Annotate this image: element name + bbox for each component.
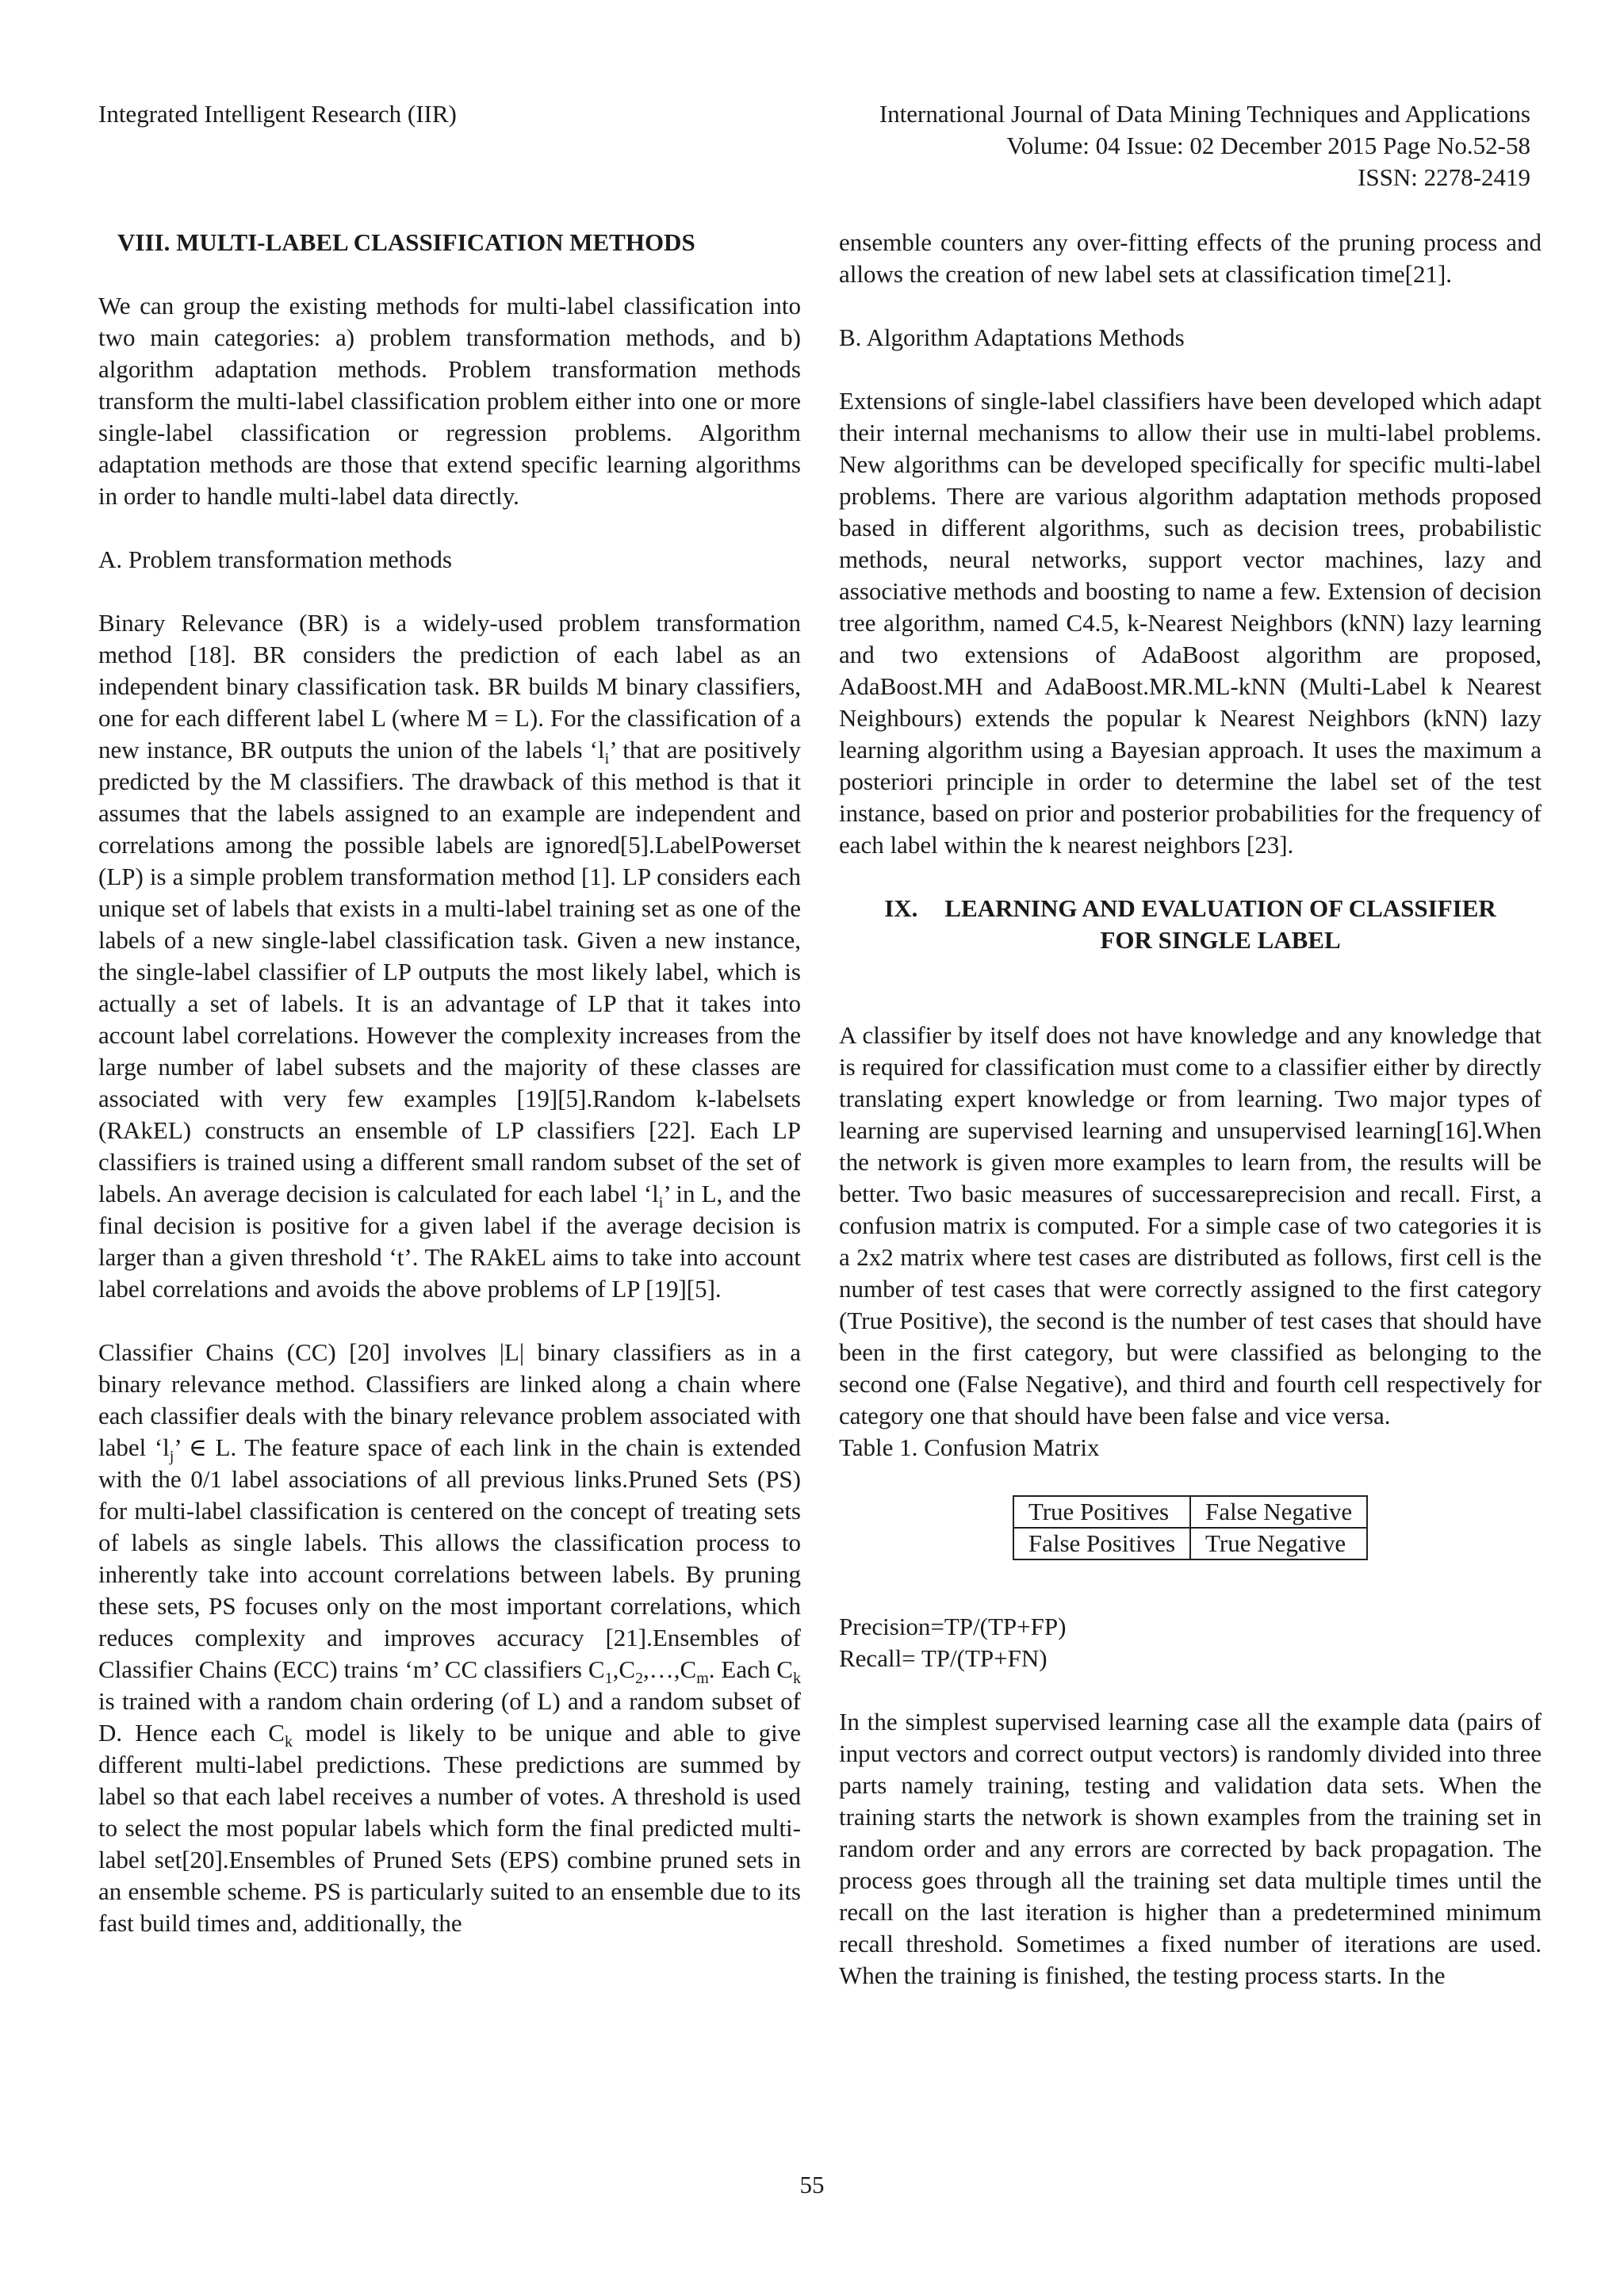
journal-issn: ISSN: 2278-2419 (1358, 163, 1530, 191)
precision-formula: Precision=TP/(TP+FP) (839, 1613, 1067, 1640)
section-viii-heading: VIII. MULTI-LABEL CLASSIFICATION METHODS (117, 228, 695, 256)
paragraph-supervised-learning: In the simplest supervised learning case all the example data (pairs of input vectors and correct output vectors) is randomly divided into three parts namely training, testing and validation data sets. When the training starts the network is shown examples from the training set in random order and any errors are corrected by back propagation. The process goes through all the training set data multiple times until the recall on the last iteration is higher than a predetermined minimum recall threshold. Sometimes a fixed number of iterations are used. When the training is finished, the testing process starts. In the (839, 1708, 1542, 1989)
section-ix-title: LEARNING AND EVALUATION OF CLASSIFIER FOR SINGLE LABEL (944, 894, 1496, 954)
cell-true-negative: True Negative (1190, 1528, 1367, 1559)
journal-info (879, 98, 1530, 193)
subsection-a-heading: A. Problem transformation methods (98, 545, 452, 573)
journal-publisher: Integrated Intelligent Research (IIR) (98, 100, 457, 128)
subsection-b-heading: B. Algorithm Adaptations Methods (839, 323, 1185, 351)
table-row (1013, 1528, 1367, 1559)
cell-true-positives: True Positives (1013, 1496, 1190, 1528)
right-column (839, 227, 1542, 1992)
table-row (1013, 1496, 1367, 1528)
paragraph-algorithm-adaptation: Extensions of single-label classifiers have been developed which adapt their internal mechanisms to allow their use in multi-label problems. New algorithms can be developed specifically for specific multi-label problems. There are various algorithm adaptation methods proposed based in different algorithms, such as decision trees, probabilistic methods, neural networks, support vector machines, lazy and associative methods and boosting to name a few. Extension of decision tree algorithm, named C4.5, k-Nearest Neighbors (kNN) lazy learning and two extensions of AdaBoost algorithm are proposed, AdaBoost.MH and AdaBoost.MR.ML-kNN (Multi-Label k Nearest Neighbours) extends the popular k Nearest Neighbors (kNN) lazy learning algorithm using a Bayesian approach. It uses the maximum a posteriori principle in order to determine the label set of the test instance, based on prior and posterior probabilities for the frequency of each label within the k nearest neighbors [23]. (839, 387, 1542, 859)
paragraph-binary-relevance: Binary Relevance (BR) is a widely-used problem transformation method [18]. BR considers the prediction of each label as an independent binary classification task. BR builds M binary classifiers, one for each different label L (where M = L). For the classification of a new instance, BR outputs the union of the labels ‘$l_i$’ that are positively predicted by the M classifiers. The drawback of this method is that it assumes that the labels assigned to an example are independent and correlations among the possible labels are ignored[5].LabelPowerset (LP) is a simple problem transformation method [1]. LP considers each unique set of labels that exists in a multi-label training set as one of the labels of a new single-label classification task. Given a new instance, the single-label classifier of LP outputs the most likely label, which is actually a set of labels. It is an advantage of LP that it takes into account label correlations. However the complexity increases from the large number of label subsets and the majority of these classes are associated with very few examples [19][5].Random k-labelsets (RAkEL) constructs an ensemble of LP classifiers [22]. Each LP classifiers is trained using a different small random subset of the set of labels. An average decision is calculated for each label ‘$l_i$’ in L, and the final decision is positive for a given label if the average decision is larger than a given threshold ‘t’. The RAkEL aims to take into account label correlations and avoids the above problems of LP [19][5]. (98, 609, 802, 1303)
journal-volume: Volume: 04 Issue: 02 December 2015 Page No.52-58 (1006, 132, 1530, 159)
paragraph-continuation: ensemble counters any over-fitting effects of the pruning process and allows the creation of new label sets at classification time[21]. (839, 228, 1542, 288)
recall-formula: Recall= TP/(TP+FN) (839, 1644, 1048, 1672)
section-viii-intro: We can group the existing methods for multi-label classification into two main categories: a) problem transformation methods, and b) algorithm adaptation methods. Problem transformation methods transform the multi-label classification problem either into one or more single-label classification or regression problems. Algorithm adaptation methods are those that extend specific learning algorithms in order to handle multi-label data directly. (98, 292, 801, 510)
paragraph-classifier-chains: Classifier Chains (CC) [20] involves |L| binary classifiers as in a binary relevance method. Classifiers are linked along a chain where each classifier deals with the binary relevance problem associated with label ‘$l_j$’ ∈ L. The feature space of each link in the chain is extended with the 0/1 label associations of all previous links.Pruned Sets (PS) for multi-label classification is centered on the concept of treating sets of labels as single labels. This allows the classification process to inherently take into account correlations between labels. By pruning these sets, PS focuses only on the most important correlations, which reduces complexity and improves accuracy [21].Ensembles of Classifier Chains (ECC) trains ‘m’ CC classifiers $C_1,C_2,\dots,C_m$. Each $C_k$ is trained with a random chain ordering (of L) and a random subset of D. Hence each $C_k$ model is likely to be unique and able to give different multi-label predictions. These predictions are summed by label so that each label receives a number of votes. A threshold is used to select the most popular labels which form the final predicted multi-label set[20].Ensembles of Pruned Sets (EPS) combine pruned sets in an ensemble scheme. PS is particularly suited to an ensemble due to its fast build times and, additionally, the (98, 1338, 801, 1937)
cell-false-negative: False Negative (1190, 1496, 1367, 1528)
section-ix-heading (839, 893, 1542, 956)
confusion-matrix-table (1013, 1495, 1368, 1560)
journal-title: International Journal of Data Mining Techniques and Applications (879, 100, 1530, 128)
left-column (98, 227, 801, 1939)
paragraph-learning-evaluation: A classifier by itself does not have knowledge and any knowledge that is required for classification must come to a classifier either by directly translating expert knowledge or from learning. Two major types of learning are supervised learning and unsupervised learning[16].When the network is given more examples to learn from, the results will be better. Two basic measures of successareprecision and recall. First, a confusion matrix is computed. For a simple case of two categories it is a 2x2 matrix where test cases are distributed as follows, first cell is the number of test cases that were correctly assigned to the first category (True Positive), the second is the number of test cases that should have been in the first category, but were classified as belonging to the second one (False Negative), and third and fourth cell respectively for category one that should have been false and vice versa. (839, 1021, 1542, 1429)
page-number: 55 (799, 2171, 825, 2198)
table-caption: Table 1. Confusion Matrix (839, 1433, 1100, 1461)
section-ix-number: IX. (884, 894, 918, 922)
cell-false-positives: False Positives (1013, 1528, 1190, 1559)
